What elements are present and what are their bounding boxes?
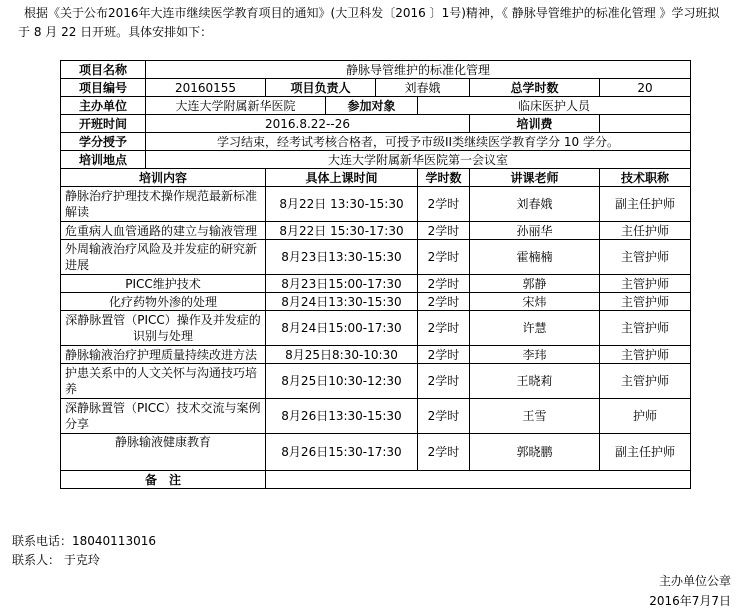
lesson-teacher: 孙丽华 [470,222,600,240]
label-project-no: 项目编号 [61,79,146,97]
lesson-title: 护师 [600,399,691,434]
row-place [61,151,691,169]
header-hours: 学时数 [418,169,470,187]
lesson-row [61,240,691,275]
lesson-title: 主管护师 [600,346,691,364]
lesson-time: 8月25日8:30-10:30 [266,346,418,364]
lesson-title: 主管护师 [600,240,691,275]
lesson-time: 8月22日 15:30-17:30 [266,222,418,240]
lesson-hours: 2学时 [418,293,470,311]
value-project-leader: 刘春娥 [376,79,470,97]
schedule-header-row [61,169,691,187]
lesson-hours: 2学时 [418,399,470,434]
lesson-teacher: 刘春娥 [470,187,600,222]
label-total-hours: 总学时数 [470,79,600,97]
lesson-content: 静脉输液治疗护理质量持续改进方法 [61,346,266,364]
lesson-content: 深静脉置管（PICC）操作及并发症的识别与处理 [61,311,266,346]
lesson-hours: 2学时 [418,364,470,399]
lesson-hours: 2学时 [418,434,470,471]
value-project-no: 20160155 [146,79,266,97]
value-target: 临床医护人员 [418,97,691,115]
lesson-teacher: 霍楠楠 [470,240,600,275]
lesson-row [61,311,691,346]
lesson-content: 化疗药物外渗的处理 [61,293,266,311]
label-project-leader: 项目负责人 [266,79,376,97]
lesson-hours: 2学时 [418,311,470,346]
lesson-title: 主任护师 [600,222,691,240]
contact-person: 联系人： 于克玲 [12,553,100,567]
label-project-name: 项目名称 [61,61,146,79]
lesson-content: 深静脉置管（PICC）技术交流与案例分享 [61,399,266,434]
lesson-teacher: 许慧 [470,311,600,346]
value-place: 大连大学附属新华医院第一会议室 [146,151,691,169]
lesson-row [61,293,691,311]
lesson-hours: 2学时 [418,346,470,364]
lesson-content: 外周输液治疗风险及并发症的研究新进展 [61,240,266,275]
lesson-time: 8月24日15:00-17:30 [266,311,418,346]
lesson-row [61,275,691,293]
lesson-content: 静脉输液健康教育 [61,434,266,471]
lesson-teacher: 郭静 [470,275,600,293]
lesson-teacher: 郭晓鹏 [470,434,600,471]
intro-line-1: 根据《关于公布2016年大连市继续医学教育项目的通知》(大卫科发〔2016 〕1号)精神，《 静脉导管维护的标准化管理 》学习班拟 [24,6,720,20]
lesson-content: 静脉治疗护理技术操作规范最新标准解读 [61,187,266,222]
lesson-teacher: 宋炜 [470,293,600,311]
lesson-title: 副主任护师 [600,434,691,471]
lesson-row [61,187,691,222]
lesson-teacher: 王晓莉 [470,364,600,399]
remark-value [266,471,691,489]
course-info-table [60,60,691,489]
lesson-title: 主管护师 [600,364,691,399]
label-start-time: 开班时间 [61,115,146,133]
row-project-name [61,61,691,79]
lesson-hours: 2学时 [418,187,470,222]
lesson-row [61,222,691,240]
label-credit: 学分授予 [61,133,146,151]
lesson-hours: 2学时 [418,240,470,275]
intro-line-2: 于 8 月 22 日开班。具体安排如下： [18,25,213,39]
header-time: 具体上课时间 [266,169,418,187]
lesson-time: 8月23日15:00-17:30 [266,275,418,293]
row-project-no [61,79,691,97]
row-credit [61,133,691,151]
label-target: 参加对象 [326,97,418,115]
lesson-content: PICC维护技术 [61,275,266,293]
row-start-time [61,115,691,133]
lesson-time: 8月23日13:30-15:30 [266,240,418,275]
lesson-hours: 2学时 [418,222,470,240]
lesson-title: 主管护师 [600,293,691,311]
intro-paragraph [0,4,730,42]
value-fee [600,115,691,133]
lesson-title: 副主任护师 [600,187,691,222]
lesson-title: 主管护师 [600,275,691,293]
remark-label: 备 注 [61,471,266,489]
header-content: 培训内容 [61,169,266,187]
header-teacher: 讲课老师 [470,169,600,187]
lesson-time: 8月22日 13:30-15:30 [266,187,418,222]
label-place: 培训地点 [61,151,146,169]
contact-phone: 联系电话：18040113016 [12,534,156,548]
seal-unit: 主办单位公章 [658,574,731,588]
label-host-unit: 主办单位 [61,97,146,115]
lesson-content: 危重病人血管通路的建立与输液管理 [61,222,266,240]
lesson-row [61,399,691,434]
lesson-time: 8月24日13:30-15:30 [266,293,418,311]
lesson-teacher: 李玮 [470,346,600,364]
value-start-time: 2016.8.22--26 [146,115,470,133]
lesson-teacher: 王雪 [470,399,600,434]
lesson-title: 主管护师 [600,311,691,346]
header-title: 技术职称 [600,169,691,187]
lesson-hours: 2学时 [418,275,470,293]
lesson-content: 护患关系中的人文关怀与沟通技巧培养 [61,364,266,399]
lesson-row [61,364,691,399]
value-credit: 学习结束，经考试考核合格者，可授予市级II类继续医学教育学分 10 学分。 [146,133,691,151]
remark-row [61,471,691,489]
row-host-unit [61,97,691,115]
seal-date: 2016年7月7日 [649,594,731,608]
value-host-unit: 大连大学附属新华医院 [146,97,326,115]
lesson-time: 8月25日10:30-12:30 [266,364,418,399]
lesson-time: 8月26日13:30-15:30 [266,399,418,434]
lesson-time: 8月26日15:30-17:30 [266,434,418,471]
label-fee: 培训费 [470,115,600,133]
lesson-row [61,346,691,364]
value-project-name: 静脉导管维护的标准化管理 [146,61,691,79]
value-total-hours: 20 [600,79,691,97]
lesson-row [61,434,691,471]
